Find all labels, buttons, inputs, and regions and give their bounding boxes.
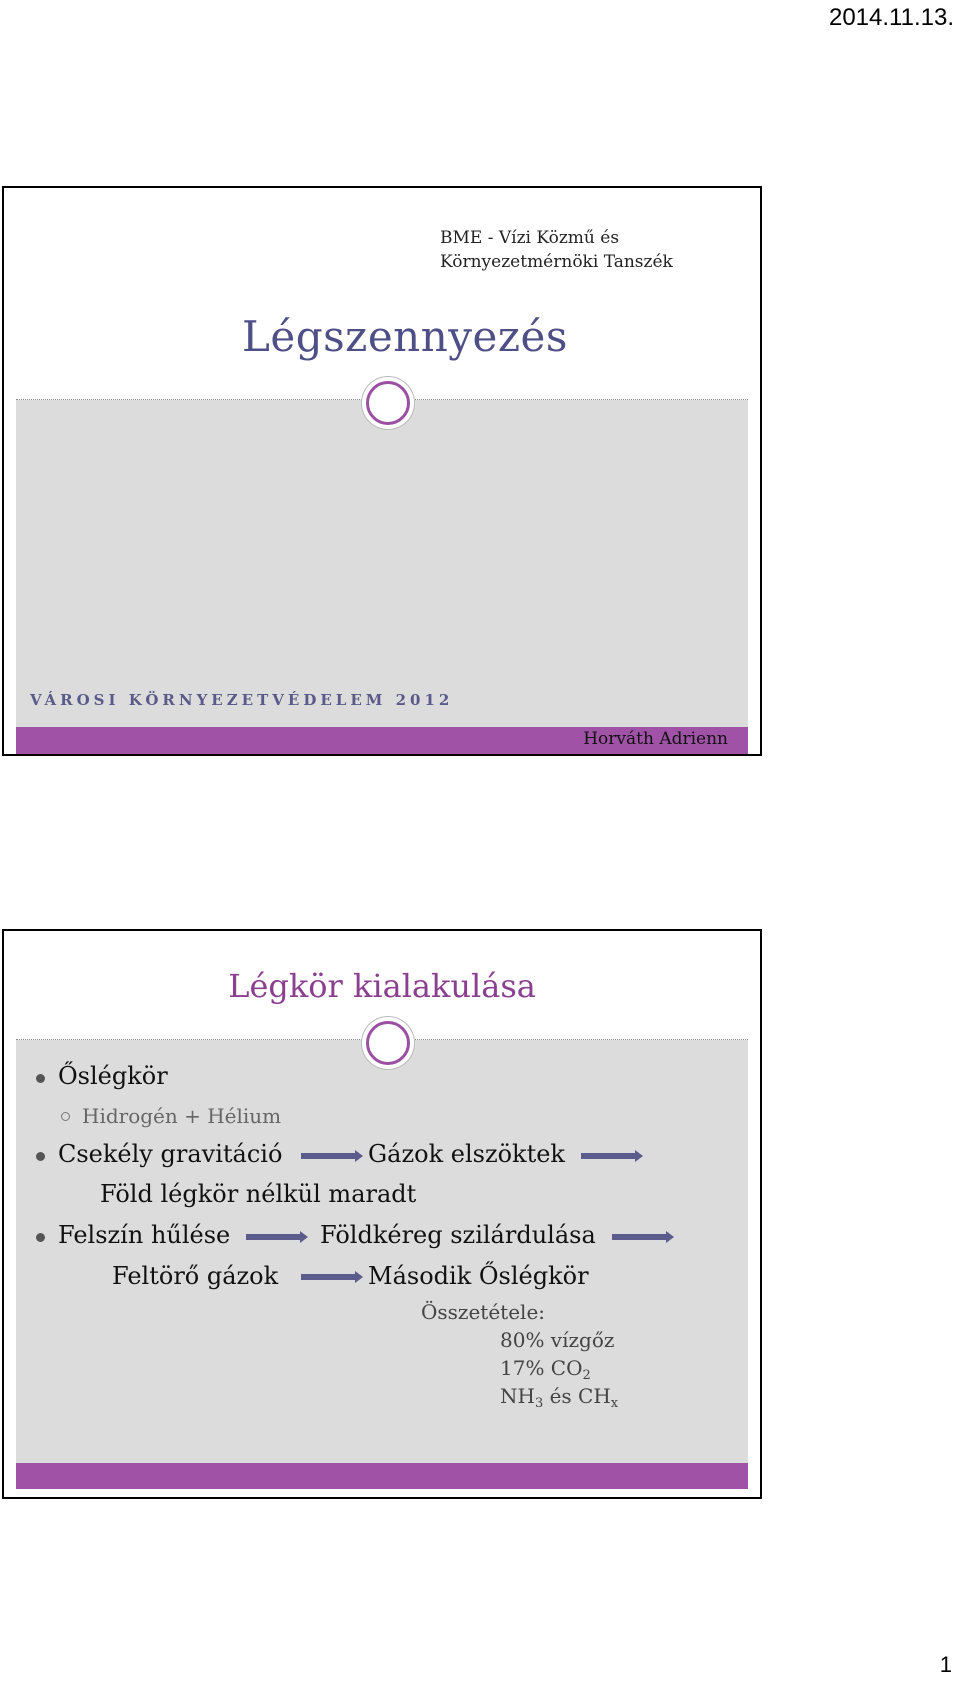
sub-bullet-hidrogen: Hidrogén + Hélium [82,1104,282,1128]
text-fold-legkor: Föld légkör nélkül maradt [100,1180,417,1208]
header-date: 2014.11.13. [828,4,954,31]
slide-2 [2,929,762,1499]
arrow-right-icon [301,1150,363,1162]
co2-text: 17% CO [500,1356,583,1380]
bullet-oslegkor: Őslégkör [58,1062,168,1090]
course-title: VÁROSI KÖRNYEZETVÉDELEM 2012 [30,691,454,709]
arrow-right-icon [301,1271,363,1283]
nh3-subscript: 3 [534,1395,544,1411]
circle-ornament-icon [366,381,410,425]
co2-subscript: 2 [582,1367,591,1383]
bullet-icon [36,1152,45,1161]
author-bar [16,727,748,754]
organization-line-2: Környezetmérnöki Tanszék [440,252,673,272]
slide-2-title: Légkör kialakulása [228,967,536,1005]
bullet-icon [36,1233,45,1242]
text-feltoro-gazok: Feltörő gázok [112,1262,279,1290]
arrow-right-icon [581,1150,643,1162]
text-masodik-oslegkor: Második Őslégkör [368,1262,589,1290]
composition-water-vapour: 80% vízgőz [500,1328,615,1352]
page-number: 1 [939,1652,952,1677]
text-gazok-elszoktek: Gázok elszöktek [368,1140,565,1168]
organization-line-1: BME - Vízi Közmű és [440,228,620,248]
arrow-right-icon [612,1231,674,1243]
footer-bar [16,1463,748,1489]
text-foldkereg-szilardulasa: Földkéreg szilárdulása [320,1221,596,1249]
nh3-text: NH [500,1384,535,1408]
bullet-icon [36,1074,45,1083]
text-felszin-hulese: Felszín hűlése [58,1221,231,1249]
text-csekely-gravitacio: Csekély gravitáció [58,1140,283,1168]
composition-co2 [500,1356,591,1383]
chx-text: és CH [543,1384,611,1408]
slide-1-title: Légszennyezés [242,312,568,361]
organization-text [440,226,673,274]
arrow-right-icon [246,1231,308,1243]
author-name: Horváth Adrienn [583,729,728,749]
sub-bullet-icon [61,1112,70,1121]
slide-1-body [16,200,748,749]
circle-ornament-icon [366,1021,410,1065]
slide-2-body [16,943,748,1485]
composition-label: Összetétele: [421,1300,546,1324]
chx-subscript: x [610,1395,619,1411]
composition-nh3-chx [500,1384,619,1411]
slide-1 [2,186,762,756]
